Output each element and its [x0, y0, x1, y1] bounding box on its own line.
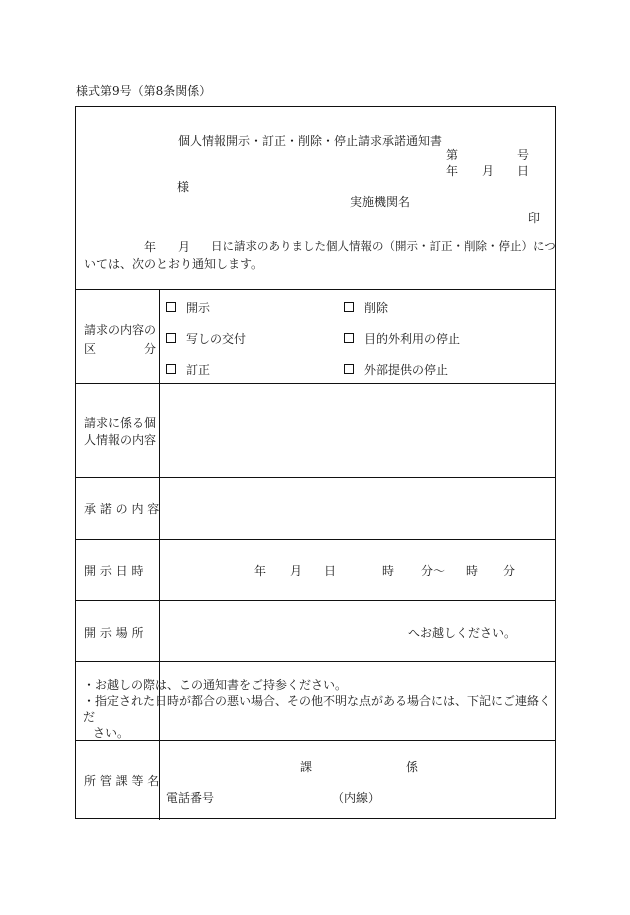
option-disclosure[interactable]: 開示 — [166, 299, 210, 316]
disclosure-place-label: 開 示 場 所 — [84, 626, 144, 640]
date-year: 年 — [446, 164, 459, 178]
body-month: 月 — [178, 240, 191, 254]
divider — [76, 600, 555, 601]
department-section: 課 — [300, 760, 313, 774]
form-frame — [75, 106, 556, 819]
body-year: 年 — [144, 240, 157, 254]
request-type-label: 請求の内容の 区 分 — [84, 323, 157, 356]
divider — [76, 477, 555, 478]
option-correction[interactable]: 訂正 — [166, 361, 210, 378]
number-suffix: 号 — [517, 148, 530, 162]
personal-info-field[interactable] — [166, 393, 548, 471]
approval-label: 承 諾 の 内 容 — [84, 502, 160, 516]
document-title: 個人情報開示・訂正・削除・停止請求承諾通知書 — [178, 134, 443, 148]
datetime-minute-to: 分 — [503, 564, 516, 578]
phone-label: 電話番号 — [166, 791, 215, 805]
datetime-hour: 時 — [382, 564, 395, 578]
number-prefix: 第 — [446, 148, 459, 162]
disclosure-place-suffix: へお越しください。 — [408, 626, 517, 640]
note-contact-line2: さい。 — [93, 726, 130, 740]
department-subsection: 係 — [406, 760, 419, 774]
datetime-year: 年 — [254, 564, 267, 578]
addressee-suffix: 様 — [177, 180, 190, 194]
checkbox[interactable] — [344, 364, 354, 374]
agency-label: 実施機関名 — [350, 195, 411, 209]
date-month: 月 — [482, 164, 495, 178]
approval-field[interactable] — [166, 485, 548, 533]
checkbox[interactable] — [166, 302, 176, 312]
note-bring-notice: ・お越しの際は、この通知書をご持参ください。 — [83, 678, 348, 692]
checkbox[interactable] — [166, 333, 176, 343]
body-text-line2: いては、次のとおり通知します。 — [84, 257, 264, 271]
divider — [76, 383, 555, 384]
department-label: 所 管 課 等 名 — [84, 774, 160, 788]
option-purpose-use-stop[interactable]: 目的外利用の停止 — [344, 330, 460, 347]
note-contact-line1: ・指定された日時が都合の悪い場合、その他不明な点がある場合には、下記にご連絡くだ — [83, 694, 552, 724]
personal-info-label: 請求に係る個 人情報の内容 — [84, 416, 157, 447]
notes — [83, 677, 555, 741]
body-text-line1: 日に請求のありました個人情報の（開示・訂正・削除・停止）につ — [211, 239, 556, 253]
checkbox[interactable] — [344, 302, 354, 312]
option-external-provision-stop[interactable]: 外部提供の停止 — [344, 361, 448, 378]
option-copy-delivery[interactable]: 写しの交付 — [166, 330, 246, 347]
datetime-minute-from: 分〜 — [421, 564, 446, 578]
seal-mark: 印 — [528, 211, 541, 225]
extension-label: （内線） — [332, 791, 381, 805]
checkbox[interactable] — [344, 333, 354, 343]
datetime-hour-to: 時 — [466, 564, 479, 578]
divider — [76, 539, 555, 540]
divider — [76, 661, 555, 662]
option-deletion[interactable]: 削除 — [344, 299, 388, 316]
disclosure-datetime-label: 開 示 日 時 — [84, 564, 144, 578]
date-day: 日 — [517, 164, 530, 178]
datetime-month: 月 — [290, 564, 303, 578]
divider — [76, 289, 555, 290]
form-reference: 様式第9号（第8条関係） — [76, 84, 212, 98]
datetime-day: 日 — [324, 564, 337, 578]
checkbox[interactable] — [166, 364, 176, 374]
